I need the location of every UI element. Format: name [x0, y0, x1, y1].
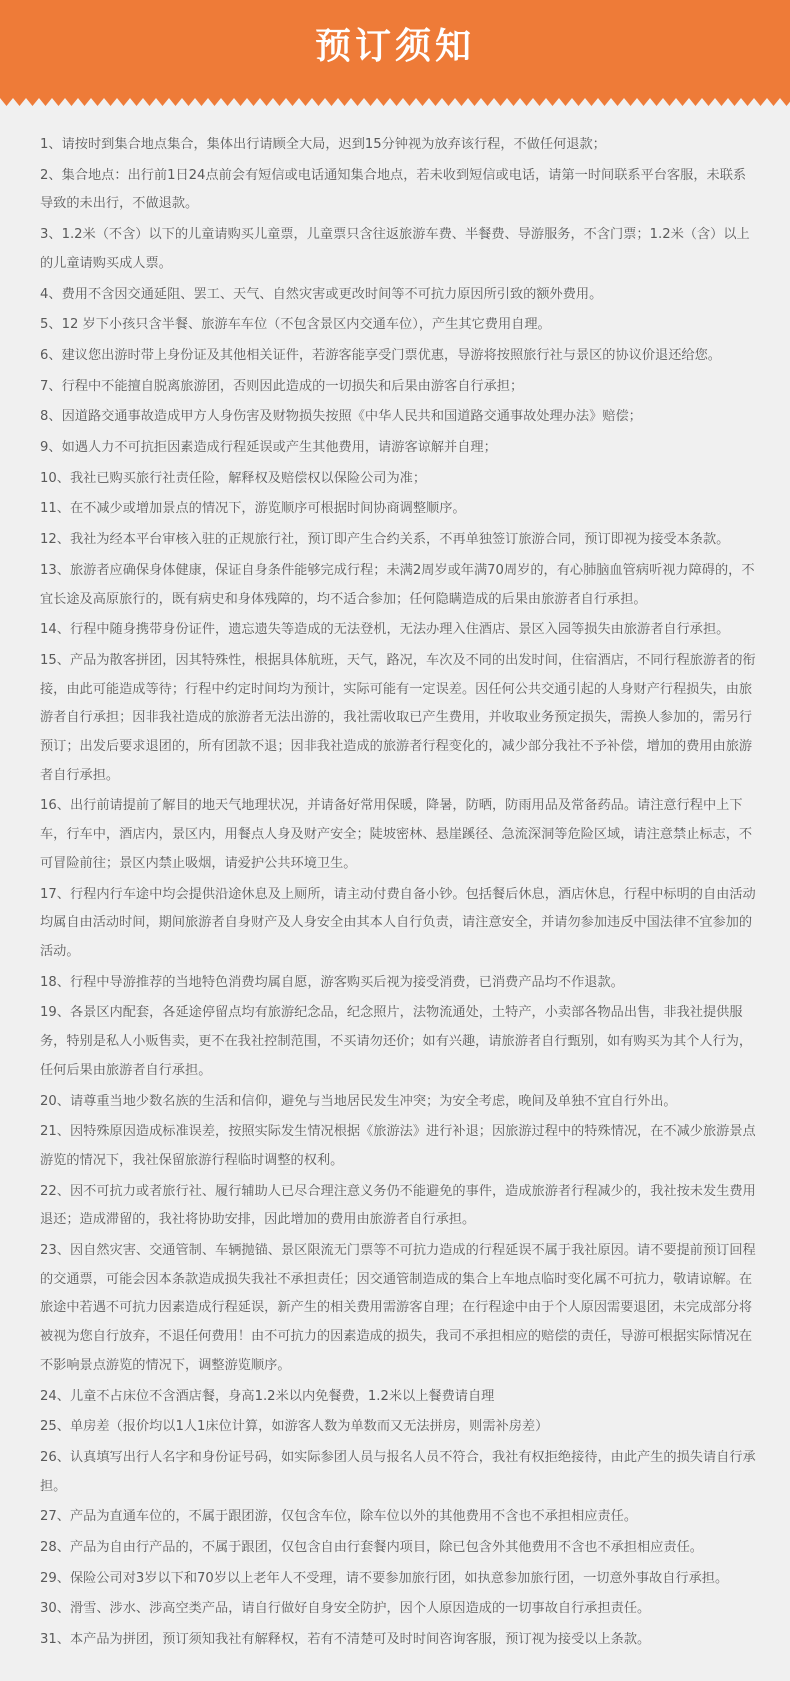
notice-item: 9、如遇人力不可抗拒因素造成行程延误或产生其他费用，请游客谅解并自理；: [40, 440, 497, 456]
notice-item: 23、因自然灾害、交通管制、车辆抛锚、景区限流无门票等不可抗力造成的行程延误不属于我社原因。请不要提前预订回程的交通票，可能会因本条款造成损失我社不承担责任；因交通管制造成的集合上车地点临时变化属不可抗力，敬请谅解。在旅途中若遇不可抗力因素造成行程延误，新产生的相关费用需游客自理；在行程途中由于个人原因需要退团，未完成部分将被视为您自行放弃，不退任何费用！由不可抗力的因素造成的损失，我司不承担相应的赔偿的责任，导游可根据实际情况在不影响景点游览的情况下，调整游览顺序。: [40, 1243, 756, 1373]
notice-item: 28、产品为自由行产品的，不属于跟团，仅包含自由行套餐内项目，除已包含外其他费用不含也不承担相应责任。: [40, 1540, 703, 1556]
notice-item: 8、因道路交通事故造成甲方人身伤害及财物损失按照《中华人民共和国道路交通事故处理办法》赔偿；: [40, 409, 642, 425]
notice-item: 25、单房差（报价均以1人1床位计算，如游客人数为单数而又无法拼房，则需补房差）: [40, 1419, 549, 1435]
notice-item: 22、因不可抗力或者旅行社、履行辅助人已尽合理注意义务仍不能避免的事件，造成旅游者行程减少的，我社按未发生费用退还；造成滞留的，我社将协助安排，因此增加的费用由旅游者自行承担。: [40, 1183, 756, 1228]
notice-list: [40, 131, 758, 1657]
notice-item: 10、我社已购买旅行社责任险，解释权及赔偿权以保险公司为准；: [40, 470, 427, 486]
header-banner: [0, 0, 790, 98]
notice-item: 31、本产品为拼团，预订须知我社有解释权，若有不清楚可及时时间咨询客服，预订视为接受以上条款。: [40, 1632, 651, 1648]
notice-item: 5、12 岁下小孩只含半餐、旅游车车位（不包含景区内交通车位），产生其它费用自理。: [40, 317, 551, 333]
notice-item: 7、行程中不能擅自脱离旅游团，否则因此造成的一切损失和后果由游客自行承担；: [40, 378, 524, 394]
notice-item: 27、产品为直通车位的，不属于跟团游，仅包含车位，除车位以外的其他费用不含也不承担相应责任。: [40, 1509, 638, 1525]
notice-item: 29、保险公司对3岁以下和70岁以上老年人不受理，请不要参加旅行团，如执意参加旅行团，一切意外事故自行承担。: [40, 1570, 729, 1586]
notice-item: 2、集合地点：出行前1日24点前会有短信或电话通知集合地点，若未收到短信或电话，请第一时间联系平台客服，未联系导致的未出行，不做退款。: [40, 167, 747, 212]
notice-item: 13、旅游者应确保身体健康，保证自身条件能够完成行程；未满2周岁或年满70周岁的，有心肺脑血管病听视力障碍的，不宜长途及高原旅行的，既有病史和身体残障的，均不适合参加；任何隐瞒造成的后果由旅游者自行承担。: [40, 562, 755, 607]
notice-item: 17、行程内行车途中均会提供沿途休息及上厕所，请主动付费自备小钞。包括餐后休息，酒店休息，行程中标明的自由活动均属自由活动时间，期间旅游者自身财产及人身安全由其本人自行负责，请注意安全，并请勿参加违反中国法律不宜参加的活动。: [40, 886, 756, 959]
notice-item: 14、行程中随身携带身份证件，遗忘遗失等造成的无法登机，无法办理入住酒店、景区入园等损失由旅游者自行承担。: [40, 622, 730, 638]
notice-item: 12、我社为经本平台审核入驻的正规旅行社，预订即产生合约关系，不再单独签订旅游合同，预订即视为接受本条款。: [40, 532, 730, 548]
notice-item: 30、滑雪、涉水、涉高空类产品，请自行做好自身安全防护，因个人原因造成的一切事故自行承担责任。: [40, 1601, 651, 1617]
page-title: 预订须知: [314, 26, 475, 67]
notice-item: 20、请尊重当地少数名族的生活和信仰，避免与当地居民发生冲突；为安全考虑，晚间及单独不宜自行外出。: [40, 1093, 677, 1109]
notice-item: 26、认真填写出行人名字和身份证号码，如实际参团人员与报名人员不符合，我社有权拒绝接待，由此产生的损失请自行承担。: [40, 1449, 756, 1494]
notice-item: 3、1.2米（不含）以下的儿童请购买儿童票，儿童票只含往返旅游车费、半餐费、导游服务，不含门票；1.2米（含）以上的儿童请购买成人票。: [40, 227, 750, 271]
notice-item: 18、行程中导游推荐的当地特色消费均属自愿，游客购买后视为接受消费，已消费产品均不作退款。: [40, 974, 624, 990]
wave-divider: [0, 94, 790, 106]
notice-item: 21、因特殊原因造成标准误差，按照实际发生情况根据《旅游法》进行补退；因旅游过程中的特殊情况，在不减少旅游景点游览的情况下，我社保留旅游行程临时调整的权利。: [40, 1124, 756, 1168]
notice-item: 16、出行前请提前了解目的地天气地理状况，并请备好常用保暖，降暑，防晒，防雨用品及常备药品。请注意行程中上下车，行车中，酒店内，景区内，用餐点人身及财产安全；陡坡密林、悬崖蹊径、急流深洞等危险区域，请注意禁止标志，不可冒险前往；景区内禁止吸烟，请爱护公共环境卫生。: [40, 798, 753, 871]
notice-item: 1、请按时到集合地点集合，集体出行请顾全大局，迟到15分钟视为放弃该行程，不做任何退款；: [40, 137, 606, 152]
notice-item: 11、在不减少或增加景点的情况下，游览顺序可根据时间协商调整顺序。: [40, 501, 466, 517]
notice-item: 15、产品为散客拼团，因其特殊性，根据具体航班，天气，路况，车次及不同的出发时间，住宿酒店，不同行程旅游者的衔接，由此可能造成等待；行程中约定时间均为预计，实际可能有一定误差。因任何公共交通引起的人身财产行程损失，由旅游者自行承担；因非我社造成的旅游者无法出游的，我社需收取已产生费用，并收取业务预定损失，需换人参加的，需另行预订；出发后要求退团的，所有团款不退；因非我社造成的旅游者行程变化的，减少部分我社不予补偿，增加的费用由旅游者自行承担。: [40, 652, 756, 783]
notice-item: 6、建议您出游时带上身份证及其他相关证件，若游客能享受门票优惠，导游将按照旅行社与景区的协议价退还给您。: [40, 347, 721, 363]
notice-item: 24、儿童不占床位不含酒店餐，身高1.2米以内免餐费，1.2米以上餐费请自理: [40, 1388, 495, 1404]
notice-item: 4、费用不含因交通延阻、罢工、天气、自然灾害或更改时间等不可抗力原因所引致的额外费用。: [40, 286, 603, 302]
notice-item: 19、各景区内配套，各延途停留点均有旅游纪念品，纪念照片，法物流通处，土特产，小卖部各物品出售，非我社提供服务，特别是私人小贩售卖，更不在我社控制范围，不买请勿还价；如有兴趣，请旅游者自行甄别，如有购买为其个人行为，任何后果由旅游者自行承担。: [40, 1005, 753, 1078]
